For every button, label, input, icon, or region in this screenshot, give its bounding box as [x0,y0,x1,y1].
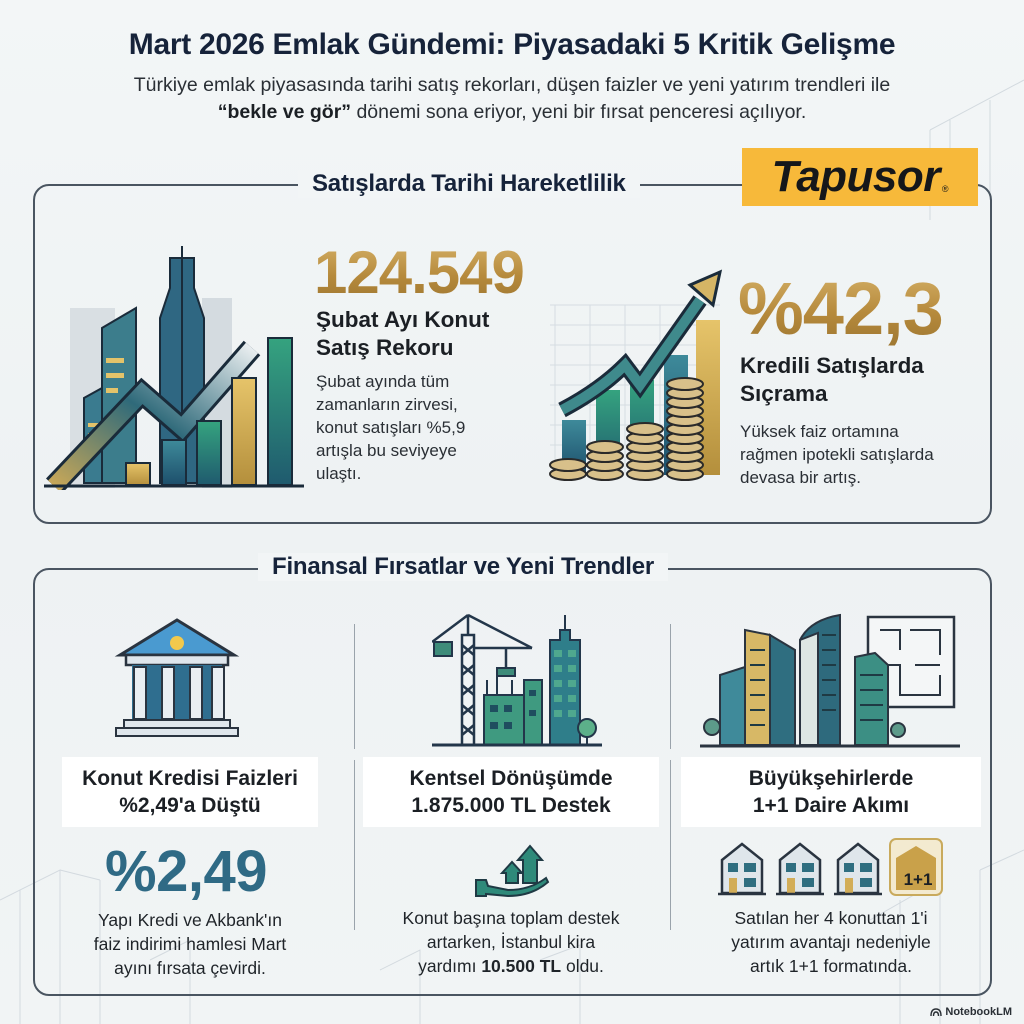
registered-mark: ® [941,184,949,194]
heading-line: Sıçrama [740,381,828,406]
desc-text: yardımı [418,956,482,976]
bank-building-icon [112,615,242,745]
desc-line: Satılan her 4 konuttan 1'i [734,908,928,928]
column-divider [354,760,355,930]
subtitle-quote: “bekle ve gör” [217,101,352,123]
desc-line: Konut başına toplam destek [402,908,620,928]
section-sales-title: Satışlarda Tarihi Hareketlilik [298,170,640,198]
card-1plus1-trend-label [681,757,981,827]
one-plus-one-badge: 1+1 [903,870,933,889]
coin-stacks-rising-arrow-icon [530,260,730,490]
desc-line: faiz indirimi hamlesi Mart [93,934,287,954]
stat-sales-record-value: 124.549 [314,239,524,306]
loan-rate-value: %2,49 [105,839,267,904]
card-loan-rates-label [62,757,318,827]
label-line: Kentsel Dönüşümde [409,767,613,790]
label-line: Konut Kredisi Faizleri [82,767,298,790]
house-icon [834,844,882,894]
page-title: Mart 2026 Emlak Gündemi: Piyasadaki 5 Kritik Gelişme [128,28,896,61]
brand-name: Tapusor [771,152,940,201]
desc-line: ayını fırsata çevirdi. [114,958,266,978]
rent-aid-amount: 10.500 TL [481,956,562,976]
column-divider [670,760,671,930]
subtitle-line-2-rest: dönemi sona eriyor, yeni bir fırsat penceresi açılıyor. [351,101,807,123]
column-divider [354,624,355,749]
desc-line [363,954,659,978]
heading-line: Satış Rekoru [316,335,454,360]
city-growth-chart-icon [42,228,304,490]
hand-houses-growth-icon [474,838,550,898]
desc-line: devasa bir artış. [740,468,861,487]
desc-line: rağmen ipotekli satışlarda [740,445,934,464]
stat-credit-sales-value: %42,3 [738,267,943,350]
desc-line: yatırım avantajı nedeniyle [731,932,931,952]
label-line: 1+1 Daire Akımı [752,794,910,817]
skyscrapers-floorplan-icon [700,605,960,750]
card-urban-renewal-label [363,757,659,827]
heading-line: Kredili Satışlarda [740,353,924,378]
brand-logo-tapusor [742,148,978,206]
house-icon [776,844,824,894]
stat-sales-record-description [316,370,516,485]
stat-sales-record-heading [316,306,489,362]
notebooklm-logo-icon [930,1007,942,1017]
subtitle-line-1: Türkiye emlak piyasasında tarihi satış rekorları, düşen faizler ve yeni yatırım trendleri ile [133,74,891,96]
card-urban-renewal-description [363,906,659,978]
desc-line: ulaştı. [316,464,362,483]
footer-credit-text: NotebookLM [945,1006,1012,1018]
crane-construction-icon [432,610,602,750]
column-divider [670,624,671,749]
desc-line: artık 1+1 formatında. [750,956,912,976]
subtitle-line-2 [0,99,1024,126]
house-icon [718,844,766,894]
stat-credit-sales-heading [740,352,924,408]
desc-line: zamanların zirvesi, [316,395,458,414]
label-line: Büyükşehirlerde [748,767,914,790]
label-line: 1.875.000 TL Destek [411,794,611,817]
section-finance-title: Finansal Fırsatlar ve Yeni Trendler [258,553,668,581]
desc-line: Yapı Kredi ve Akbank'ın [98,910,282,930]
page-subtitle [0,72,1024,126]
card-1plus1-trend-description [681,906,981,978]
heading-line: Şubat Ayı Konut [316,307,490,332]
desc-line: konut satışları %5,9 [316,418,466,437]
desc-line: Şubat ayında tüm [316,372,450,391]
footer-credit [930,1006,1012,1018]
stat-credit-sales-description [740,420,990,489]
desc-line: artarken, İstanbul kira [426,932,596,952]
card-loan-rates-description [62,908,318,980]
desc-line: artışla bu seviyeye [316,441,457,460]
label-line: %2,49'a Düştü [119,794,261,817]
desc-text: oldu. [561,956,604,976]
desc-line: Yüksek faiz ortamına [740,422,899,441]
